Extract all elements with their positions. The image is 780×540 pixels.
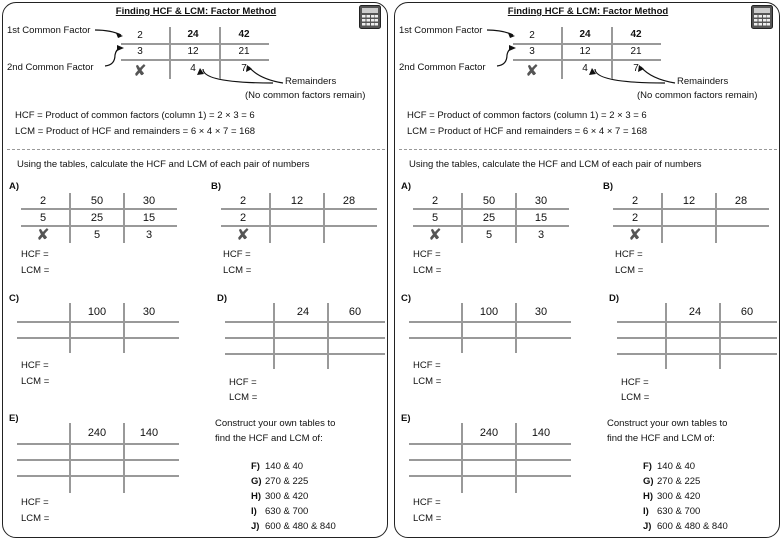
qa-vline-1 bbox=[69, 193, 71, 243]
qb-vline-2 bbox=[323, 193, 325, 243]
qb-cell: 2 bbox=[239, 212, 247, 224]
qc-lcm: LCM = bbox=[21, 376, 50, 387]
construct-line-1: Construct your own tables to bbox=[607, 418, 728, 429]
question-e-label: E) bbox=[401, 413, 411, 424]
qa-vline-2 bbox=[515, 193, 517, 243]
qc-vline-2 bbox=[123, 303, 125, 353]
qa-vline-2 bbox=[123, 193, 125, 243]
example-cell: 3 bbox=[529, 46, 535, 57]
construct-line-1: Construct your own tables to bbox=[215, 418, 336, 429]
construct-item: H) 300 & 420 bbox=[643, 491, 701, 502]
remainders-note: (No common factors remain) bbox=[637, 90, 758, 101]
qb-vline-1 bbox=[269, 193, 271, 243]
qe-line-3 bbox=[409, 475, 571, 477]
qe-hcf: HCF = bbox=[413, 497, 441, 508]
example-hcf-line: HCF = Product of common factors (column 1) = 2 × 3 = 6 bbox=[15, 110, 255, 121]
qe-line-1 bbox=[409, 443, 571, 445]
example-cell: 21 bbox=[630, 46, 642, 57]
qe-hcf: HCF = bbox=[21, 497, 49, 508]
qe-lcm: LCM = bbox=[413, 513, 442, 524]
qa-cell: 50 bbox=[482, 195, 496, 207]
qc-line-2 bbox=[17, 337, 179, 339]
example-table-line-1 bbox=[513, 43, 661, 45]
question-a-label: A) bbox=[9, 181, 20, 192]
qd-vline-2 bbox=[719, 303, 721, 369]
qb-cell: 2 bbox=[239, 195, 247, 207]
example-table-vline-2 bbox=[611, 27, 613, 79]
qd-cell: 60 bbox=[740, 306, 754, 318]
qa-cell: 50 bbox=[90, 195, 104, 207]
qe-cell: 140 bbox=[139, 427, 159, 439]
remainders-note: (No common factors remain) bbox=[245, 90, 366, 101]
qa-cell: 30 bbox=[534, 195, 548, 207]
construct-item: I) 630 & 700 bbox=[251, 506, 309, 517]
qa-lcm: LCM = bbox=[413, 265, 442, 276]
qa-line-1 bbox=[413, 208, 569, 210]
second-common-factor-label: 2nd Common Factor bbox=[7, 62, 94, 73]
qb-cell: 2 bbox=[631, 195, 639, 207]
qb-vline-2 bbox=[715, 193, 717, 243]
qb-lcm: LCM = bbox=[223, 265, 252, 276]
qb-cell: 12 bbox=[682, 195, 696, 207]
worksheet-right bbox=[394, 2, 780, 538]
question-b-label: B) bbox=[211, 181, 222, 192]
cross-icon: ✘ bbox=[428, 227, 442, 244]
qe-cell: 240 bbox=[479, 427, 499, 439]
qd-line-1 bbox=[225, 321, 385, 323]
qc-vline-1 bbox=[461, 303, 463, 353]
example-cell: 3 bbox=[137, 46, 143, 57]
qe-cell: 140 bbox=[531, 427, 551, 439]
qa-line-1 bbox=[21, 208, 177, 210]
example-cell: 12 bbox=[187, 46, 199, 57]
question-d-label: D) bbox=[609, 293, 620, 304]
qb-cell: 28 bbox=[734, 195, 748, 207]
construct-item: J) 600 & 480 & 840 bbox=[251, 521, 336, 532]
qa-cell: 30 bbox=[142, 195, 156, 207]
qc-lcm: LCM = bbox=[413, 376, 442, 387]
qc-line-1 bbox=[409, 321, 571, 323]
qd-line-3 bbox=[617, 353, 777, 355]
example-table-vline-1 bbox=[561, 27, 563, 79]
example-cell: 2 bbox=[529, 30, 535, 41]
qa-cell: 5 bbox=[93, 229, 101, 241]
qc-line-1 bbox=[17, 321, 179, 323]
qa-cell: 5 bbox=[431, 212, 439, 224]
construct-item: H) 300 & 420 bbox=[251, 491, 309, 502]
qd-cell: 60 bbox=[348, 306, 362, 318]
qb-hcf: HCF = bbox=[615, 249, 643, 260]
qe-line-1 bbox=[17, 443, 179, 445]
section-divider bbox=[7, 149, 385, 150]
question-a-label: A) bbox=[401, 181, 412, 192]
construct-item: G) 270 & 225 bbox=[251, 476, 309, 487]
construct-item: J) 600 & 480 & 840 bbox=[643, 521, 728, 532]
question-c-label: C) bbox=[9, 293, 20, 304]
example-table-vline-1 bbox=[169, 27, 171, 79]
worksheet-left bbox=[2, 2, 388, 538]
example-remainder: 7 bbox=[633, 63, 639, 74]
first-common-factor-label: 1st Common Factor bbox=[399, 25, 483, 36]
example-remainder: 7 bbox=[241, 63, 247, 74]
example-remainder: 4 bbox=[190, 63, 196, 74]
question-b-label: B) bbox=[603, 181, 614, 192]
qe-vline-2 bbox=[123, 423, 125, 493]
qc-cell: 30 bbox=[534, 306, 548, 318]
example-table-vline-2 bbox=[219, 27, 221, 79]
qd-lcm: LCM = bbox=[229, 392, 258, 403]
cross-icon: ✘ bbox=[628, 227, 642, 244]
qd-line-2 bbox=[617, 337, 777, 339]
qd-cell: 24 bbox=[296, 306, 310, 318]
qd-vline-1 bbox=[665, 303, 667, 369]
construct-item: F) 140 & 40 bbox=[643, 461, 696, 472]
construct-item: G) 270 & 225 bbox=[643, 476, 701, 487]
example-lcm-line: LCM = Product of HCF and remainders = 6 × 4 × 7 = 168 bbox=[407, 126, 648, 137]
question-e-label: E) bbox=[9, 413, 19, 424]
cross-icon: ✘ bbox=[525, 63, 539, 80]
example-cell: 2 bbox=[137, 30, 143, 41]
qb-cell: 12 bbox=[290, 195, 304, 207]
qd-cell: 24 bbox=[688, 306, 702, 318]
qa-cell: 5 bbox=[39, 212, 47, 224]
worksheet-title: Finding HCF & LCM: Factor Method bbox=[115, 6, 277, 17]
construct-line-2: find the HCF and LCM of: bbox=[215, 433, 323, 444]
qd-line-1 bbox=[617, 321, 777, 323]
qa-cell: 3 bbox=[537, 229, 545, 241]
example-cell: 24 bbox=[579, 29, 591, 40]
second-common-factor-label: 2nd Common Factor bbox=[399, 62, 486, 73]
qc-vline-1 bbox=[69, 303, 71, 353]
qc-line-2 bbox=[409, 337, 571, 339]
qe-line-3 bbox=[17, 475, 179, 477]
question-d-label: D) bbox=[217, 293, 228, 304]
qe-line-2 bbox=[17, 459, 179, 461]
cross-icon: ✘ bbox=[133, 63, 147, 80]
qa-hcf: HCF = bbox=[413, 249, 441, 260]
first-common-factor-label: 1st Common Factor bbox=[7, 25, 91, 36]
qd-line-3 bbox=[225, 353, 385, 355]
qd-lcm: LCM = bbox=[621, 392, 650, 403]
instruction-text: Using the tables, calculate the HCF and LCM of each pair of numbers bbox=[409, 159, 702, 170]
example-cell: 42 bbox=[238, 29, 250, 40]
qa-cell: 15 bbox=[534, 212, 548, 224]
qa-cell: 25 bbox=[482, 212, 496, 224]
example-cell: 24 bbox=[187, 29, 199, 40]
example-cell: 12 bbox=[579, 46, 591, 57]
qc-cell: 100 bbox=[479, 306, 499, 318]
qa-cell: 15 bbox=[142, 212, 156, 224]
qd-vline-2 bbox=[327, 303, 329, 369]
example-lcm-line: LCM = Product of HCF and remainders = 6 × 4 × 7 = 168 bbox=[15, 126, 256, 137]
qb-line-1 bbox=[613, 208, 769, 210]
example-cell: 21 bbox=[238, 46, 250, 57]
qa-vline-1 bbox=[461, 193, 463, 243]
qa-lcm: LCM = bbox=[21, 265, 50, 276]
cross-icon: ✘ bbox=[36, 227, 50, 244]
remainders-label: Remainders bbox=[677, 76, 729, 87]
construct-line-2: find the HCF and LCM of: bbox=[607, 433, 715, 444]
example-table-line-1 bbox=[121, 43, 269, 45]
qc-cell: 100 bbox=[87, 306, 107, 318]
qe-vline-2 bbox=[515, 423, 517, 493]
qc-hcf: HCF = bbox=[413, 360, 441, 371]
remainders-label: Remainders bbox=[285, 76, 337, 87]
qe-vline-1 bbox=[69, 423, 71, 493]
qd-vline-1 bbox=[273, 303, 275, 369]
qb-cell: 2 bbox=[631, 212, 639, 224]
qa-cell: 2 bbox=[39, 195, 47, 207]
construct-item: I) 630 & 700 bbox=[643, 506, 701, 517]
qb-vline-1 bbox=[661, 193, 663, 243]
qa-cell: 25 bbox=[90, 212, 104, 224]
construct-item: F) 140 & 40 bbox=[251, 461, 304, 472]
qa-hcf: HCF = bbox=[21, 249, 49, 260]
qa-cell: 3 bbox=[145, 229, 153, 241]
qe-line-2 bbox=[409, 459, 571, 461]
qc-vline-2 bbox=[515, 303, 517, 353]
qb-line-1 bbox=[221, 208, 377, 210]
qd-hcf: HCF = bbox=[229, 377, 257, 388]
example-hcf-line: HCF = Product of common factors (column 1) = 2 × 3 = 6 bbox=[407, 110, 647, 121]
qb-hcf: HCF = bbox=[223, 249, 251, 260]
section-divider bbox=[399, 149, 777, 150]
qe-cell: 240 bbox=[87, 427, 107, 439]
qa-cell: 2 bbox=[431, 195, 439, 207]
qd-line-2 bbox=[225, 337, 385, 339]
worksheet-title: Finding HCF & LCM: Factor Method bbox=[507, 6, 669, 17]
instruction-text: Using the tables, calculate the HCF and LCM of each pair of numbers bbox=[17, 159, 310, 170]
qb-cell: 28 bbox=[342, 195, 356, 207]
qb-lcm: LCM = bbox=[615, 265, 644, 276]
qe-vline-1 bbox=[461, 423, 463, 493]
cross-icon: ✘ bbox=[236, 227, 250, 244]
question-c-label: C) bbox=[401, 293, 412, 304]
qa-cell: 5 bbox=[485, 229, 493, 241]
example-cell: 42 bbox=[630, 29, 642, 40]
example-remainder: 4 bbox=[582, 63, 588, 74]
qc-cell: 30 bbox=[142, 306, 156, 318]
qc-hcf: HCF = bbox=[21, 360, 49, 371]
qe-lcm: LCM = bbox=[21, 513, 50, 524]
qd-hcf: HCF = bbox=[621, 377, 649, 388]
